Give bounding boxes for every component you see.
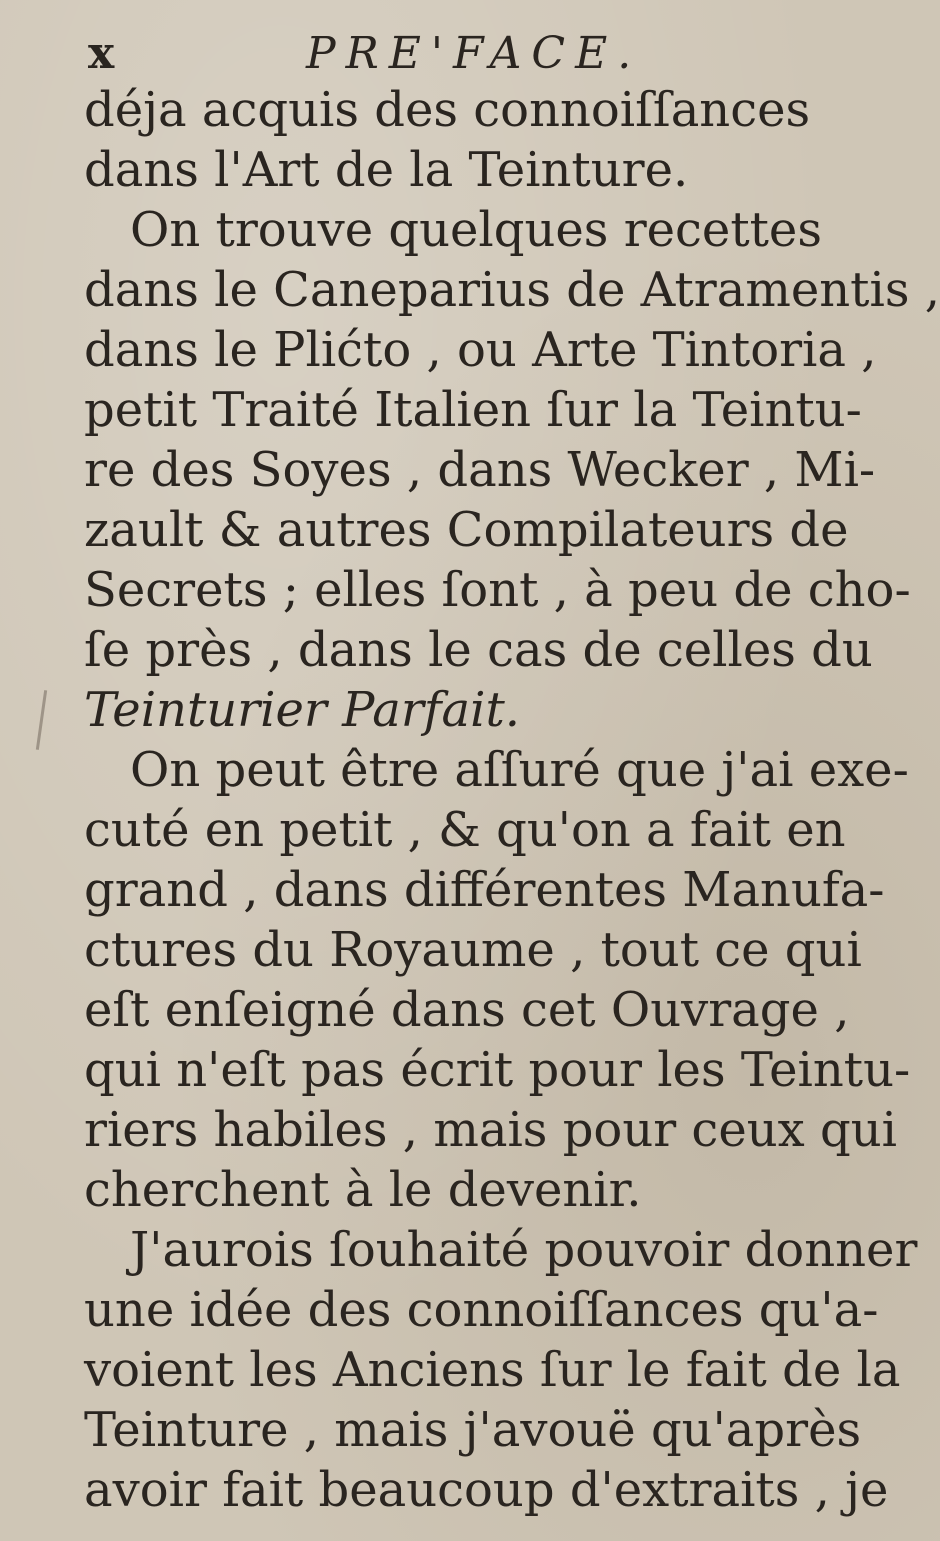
text-line: avoir fait beaucoup d'extraits , je <box>84 1462 889 1518</box>
text-line: Secrets ; elles ſont , à peu de cho- <box>84 562 911 618</box>
text-line: dans le Plićto , ou Arte Tintoria , <box>84 322 877 378</box>
text-line: voient les Anciens ſur le fait de la <box>84 1342 901 1398</box>
paragraph-start-line: On trouve quelques recettes <box>130 202 822 258</box>
text-line: Teinture , mais j'avouë qu'après <box>84 1402 862 1458</box>
text-line: eſt enſeigné dans cet Ouvrage , <box>84 982 850 1038</box>
running-title: PRE'FACE. <box>306 28 642 79</box>
text-line: grand , dans différentes Manufa- <box>84 862 885 918</box>
margin-mark <box>36 690 47 750</box>
text-line: ſe près , dans le cas de celles du <box>84 622 873 678</box>
text-line: une idée des connoiſſances qu'a- <box>84 1282 879 1338</box>
text-line: cherchent à le devenir. <box>84 1162 642 1218</box>
text-line: dans l'Art de la Teinture. <box>84 142 689 198</box>
body-text <box>84 80 940 1520</box>
text-line: Teinturier Parfait. <box>84 682 521 738</box>
page-number: x <box>88 28 115 79</box>
text-line: petit Traité Italien ſur la Teintu- <box>84 382 862 438</box>
paragraph-start-line: J'aurois ſouhaité pouvoir donner <box>130 1222 918 1278</box>
text-line: re des Soyes , dans Wecker , Mi- <box>84 442 876 498</box>
paragraph-start-line: On peut être aſſuré que j'ai exe- <box>130 742 909 798</box>
text-line: ctures du Royaume , tout ce qui <box>84 922 862 978</box>
text-line: cuté en petit , & qu'on a fait en <box>84 802 846 858</box>
page-header <box>88 24 768 84</box>
text-line: riers habiles , mais pour ceux qui <box>84 1102 897 1158</box>
text-line: dans le Caneparius de Atramentis , <box>84 262 940 318</box>
text-line: déja acquis des connoiſſances <box>84 82 811 138</box>
text-line: qui n'eſt pas écrit pour les Teintu- <box>84 1042 911 1098</box>
text-line: zault & autres Compilateurs de <box>84 502 849 558</box>
